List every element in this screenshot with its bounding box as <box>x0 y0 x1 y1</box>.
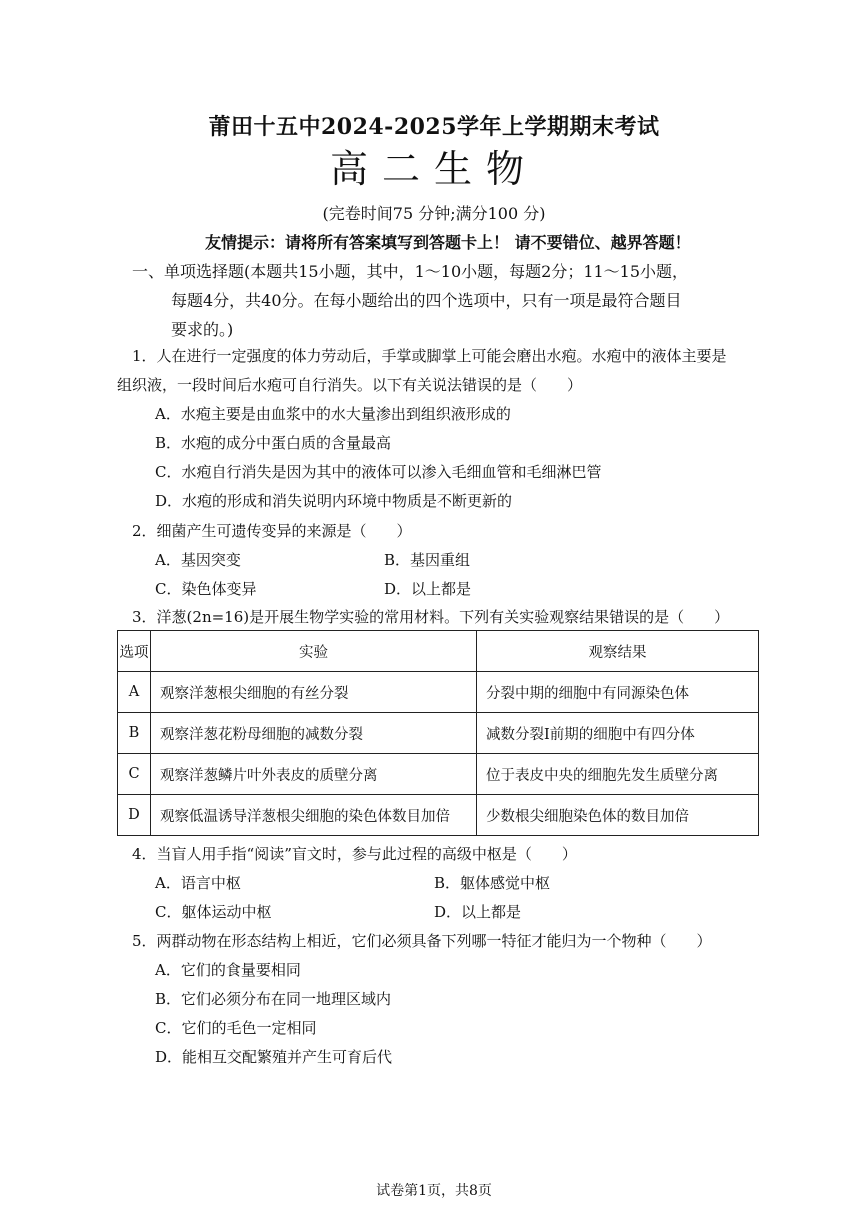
q2-option-c: C．染色体变异 <box>155 580 257 598</box>
q3-row-c-experiment: 观察洋葱鳞片叶外表皮的质壁分离 <box>151 754 477 795</box>
q5-stem: 5．两群动物在形态结构上相近，它们必须具备下列哪一特征才能归为一个物种（ ） <box>132 932 712 950</box>
section-heading-line3: 要求的。) <box>171 320 234 339</box>
q2-stem: 2．细菌产生可遗传变异的来源是（ ） <box>132 522 412 540</box>
school-exam-title: 莆田十五中2024-2025学年上学期期末考试 <box>208 114 660 140</box>
q3-row-b-option: B <box>118 713 151 754</box>
q3-row-a-option: A <box>118 672 151 713</box>
q3-row-a-experiment: 观察洋葱根尖细胞的有丝分裂 <box>151 672 477 713</box>
q3-row-a-result: 分裂中期的细胞中有同源染色体 <box>477 672 759 713</box>
q5-option-d: D．能相互交配繁殖并产生可育后代 <box>155 1048 393 1066</box>
section-heading-line1: 一、单项选择题(本题共15小题，其中，1～10小题，每题2分；11～15小题， <box>132 262 689 281</box>
q3-header-option: 选项 <box>118 631 151 672</box>
q1-stem-line2: 组织液，一段时间后水疱可自行消失。以下有关说法错误的是（ ） <box>117 376 583 394</box>
q1-option-c: C．水疱自行消失是因为其中的液体可以渗入毛细血管和毛细淋巴管 <box>155 463 602 481</box>
q3-stem: 3．洋葱(2n=16)是开展生物学实验的常用材料。下列有关实验观察结果错误的是（ ） <box>132 608 730 626</box>
q2-option-d: D．以上都是 <box>384 580 472 598</box>
table-row <box>118 754 759 795</box>
q3-row-c-option: C <box>118 754 151 795</box>
q1-option-d: D．水疱的形成和消失说明内环境中物质是不断更新的 <box>155 492 513 510</box>
q4-option-d: D．以上都是 <box>434 903 522 921</box>
table-row <box>118 672 759 713</box>
section-heading-line2: 每题4分，共40分。在每小题给出的四个选项中，只有一项是最符合题目 <box>171 291 682 310</box>
q3-row-c-result: 位于表皮中央的细胞先发生质壁分离 <box>477 754 759 795</box>
q5-option-b: B．它们必须分布在同一地理区域内 <box>155 990 392 1008</box>
q5-option-c: C．它们的毛色一定相同 <box>155 1019 317 1037</box>
table-row <box>118 713 759 754</box>
exam-time-info: (完卷时间75 分钟;满分100 分) <box>322 204 546 223</box>
page-footer: 试卷第1页，共8页 <box>376 1183 492 1199</box>
q3-header-experiment: 实验 <box>151 631 477 672</box>
q2-option-a: A．基因突变 <box>155 551 241 569</box>
q4-option-b: B．躯体感觉中枢 <box>434 874 551 892</box>
q4-stem: 4．当盲人用手指“阅读”盲文时，参与此过程的高级中枢是（ ） <box>132 845 577 863</box>
q3-table-header-row <box>118 631 759 672</box>
q3-table <box>117 630 759 836</box>
q4-option-c: C．躯体运动中枢 <box>155 903 272 921</box>
q2-option-b: B．基因重组 <box>384 551 471 569</box>
q1-stem-line1: 1．人在进行一定强度的体力劳动后，手掌或脚掌上可能会磨出水疱。水疱中的液体主要是 <box>132 347 727 365</box>
q5-option-a: A．它们的食量要相同 <box>155 961 301 979</box>
subject-title: 高二生物 <box>329 147 538 191</box>
q3-row-b-experiment: 观察洋葱花粉母细胞的减数分裂 <box>151 713 477 754</box>
q4-option-a: A．语言中枢 <box>155 874 241 892</box>
q3-row-b-result: 减数分裂Ⅰ前期的细胞中有四分体 <box>477 713 759 754</box>
q1-option-a: A．水疱主要是由血浆中的水大量渗出到组织液形成的 <box>155 405 511 423</box>
q3-row-d-option: D <box>118 795 151 836</box>
q3-header-result: 观察结果 <box>477 631 759 672</box>
friendly-tip: 友情提示：请将所有答案填写到答题卡上！ 请不要错位、越界答题！ <box>205 233 691 252</box>
table-row <box>118 795 759 836</box>
q3-row-d-experiment: 观察低温诱导洋葱根尖细胞的染色体数目加倍 <box>151 795 477 836</box>
q1-option-b: B．水疱的成分中蛋白质的含量最高 <box>155 434 392 452</box>
q3-row-d-result: 少数根尖细胞染色体的数目加倍 <box>477 795 759 836</box>
